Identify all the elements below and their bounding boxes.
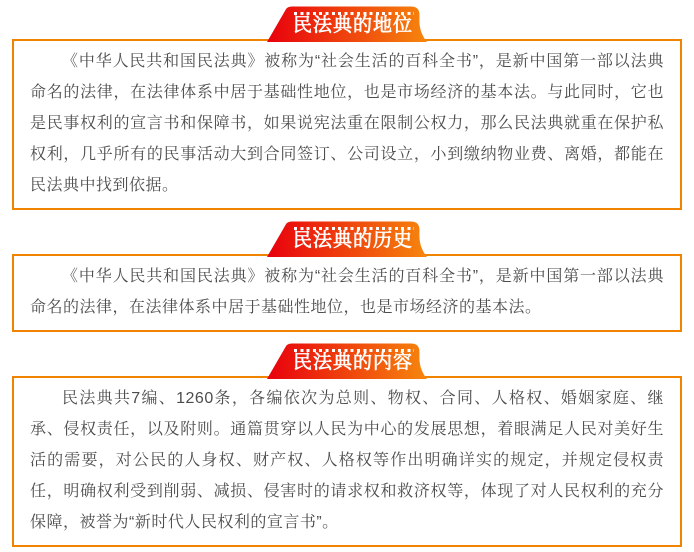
- section-title: 民法典的地位: [292, 15, 413, 36]
- section-body-text: 《中华人民共和国民法典》被称为“社会生活的百科全书”，是新中国第一部以法典命名的法律，在法律体系中居于基础性地位，也是市场经济的基本法。: [30, 268, 664, 316]
- section-civil-code-content: [12, 342, 682, 547]
- section-civil-code-status: [12, 5, 682, 210]
- section-content-box: [12, 39, 682, 210]
- section-banner: [267, 220, 427, 257]
- section-body-text: 民法典共7编、1260条，各编依次为总则、物权、合同、人格权、婚姻家庭、继承、侵权责任，以及附则。通篇贯穿以人民为中心的发展思想，着眼满足人民对美好生活的需要，对公民的人身权、财产权、人格权等作出明确详实的规定，并规定侵权责任，明确权利受到削弱、减损、侵害时的请求权和救济权等，体现了对人民权利的充分保障，被誉为“新时代人民权利的宣言书”。: [30, 390, 664, 531]
- section-body-text: 《中华人民共和国民法典》被称为“社会生活的百科全书”，是新中国第一部以法典命名的法律，在法律体系中居于基础性地位，也是市场经济的基本法。与此同时，它也是民事权利的宣言书和保障书，如果说宪法重在限制公权力，那么民法典就重在保护私权利，几乎所有的民事活动大到合同签订、公司设立，小到缴纳物业费、离婚，都能在民法典中找到依据。: [30, 53, 664, 194]
- section-content-box: [12, 376, 682, 547]
- section-content-box: [12, 254, 682, 332]
- section-title: 民法典的历史: [292, 230, 413, 251]
- section-banner: [267, 5, 427, 42]
- section-title: 民法典的内容: [292, 352, 413, 373]
- section-civil-code-history: [12, 220, 682, 332]
- section-banner: [267, 342, 427, 379]
